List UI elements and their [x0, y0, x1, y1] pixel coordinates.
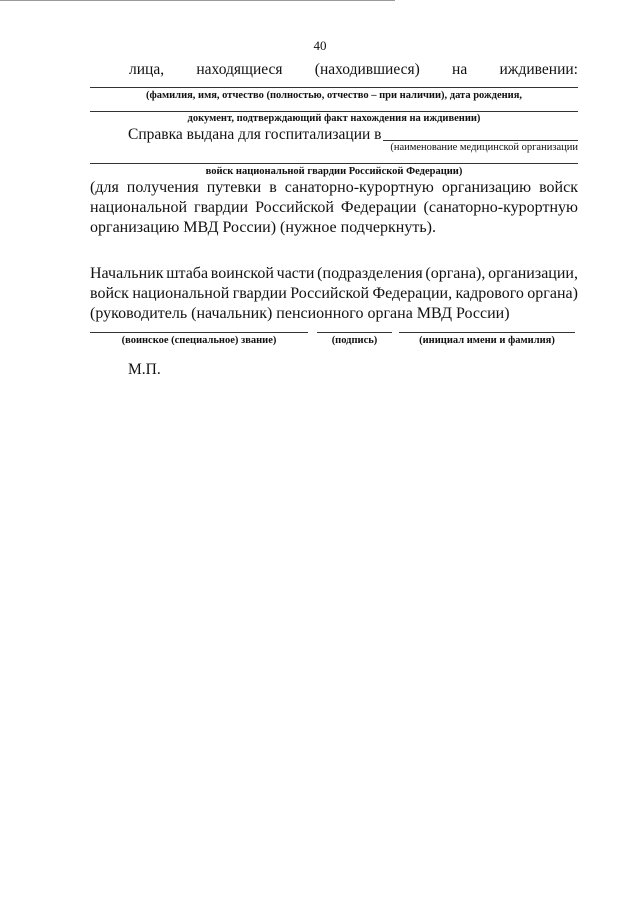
word: организации,: [488, 265, 578, 282]
word: войск: [539, 179, 578, 196]
word: части: [276, 265, 315, 282]
word: путевки: [206, 179, 262, 196]
word: гвардии: [194, 199, 249, 216]
word: получения: [126, 179, 199, 196]
fill-line-rank: [90, 332, 308, 333]
fill-line-initials: [399, 332, 575, 333]
word: Начальник: [90, 265, 164, 282]
sanatorium-paragraph: [90, 179, 578, 237]
top-edge-rule: [0, 0, 395, 1]
word: в: [269, 179, 277, 196]
word: войск: [90, 285, 129, 302]
fill-line-medical-org-2: [90, 163, 578, 164]
word: санаторно-курортную: [284, 179, 434, 196]
para-line: [90, 219, 578, 237]
para-line: [90, 199, 578, 217]
certificate-issued-text: Справка выдана для госпитализации в: [128, 126, 382, 143]
word: (санаторно-курортную: [423, 199, 578, 216]
fill-line-dependent-name: [90, 87, 578, 88]
word: (руководитель (начальник) пенсионного органа МВД России): [90, 305, 510, 322]
para-line: [90, 285, 578, 303]
word: органа): [527, 285, 578, 302]
word: лица,: [129, 61, 165, 78]
word: воинской: [210, 265, 274, 282]
word: на: [452, 61, 468, 78]
word: кадрового: [455, 285, 524, 302]
para-line: [90, 265, 578, 283]
caption-name-dob: (фамилия, имя, отчество (полностью, отчество – при наличии), дата рождения,: [145, 90, 523, 101]
fill-line-signature: [317, 332, 392, 333]
word: находящиеся: [196, 61, 283, 78]
signatory-paragraph: [90, 265, 578, 323]
word: Федерации,: [372, 285, 453, 302]
word: Российской: [290, 285, 370, 302]
fill-line-document: [90, 111, 578, 112]
word: национальной: [132, 285, 230, 302]
word: организацию МВД России) (нужное подчеркнуть).: [90, 219, 436, 236]
stamp-place: М.П.: [128, 361, 161, 378]
word: (подразделения: [317, 265, 423, 282]
para-line: [90, 179, 578, 197]
word: гвардии: [232, 285, 287, 302]
word: штаба: [166, 265, 209, 282]
word: Федерации: [340, 199, 417, 216]
word: (для: [90, 179, 119, 196]
caption-initials: (инициал имени и фамилия): [419, 335, 555, 346]
page-number: 40: [313, 38, 327, 53]
word: Российской: [255, 199, 334, 216]
word: национальной: [90, 199, 187, 216]
dependents-line: [129, 61, 578, 79]
word: (находившиеся): [314, 61, 420, 78]
caption-national-guard: войск национальной гвардии Российской Федерации): [205, 166, 463, 177]
caption-rank: (воинское (специальное) звание): [121, 335, 277, 346]
word: организацию: [441, 179, 532, 196]
caption-medical-org: (наименование медицинской организации: [390, 142, 578, 153]
caption-document: документ, подтверждающий факт нахождения на иждивении): [187, 113, 481, 124]
caption-signature: (подпись): [331, 335, 378, 346]
word: иждивении:: [499, 61, 578, 78]
para-line: [90, 305, 578, 323]
word: (органа),: [425, 265, 486, 282]
fill-line-medical-org: [383, 140, 578, 141]
